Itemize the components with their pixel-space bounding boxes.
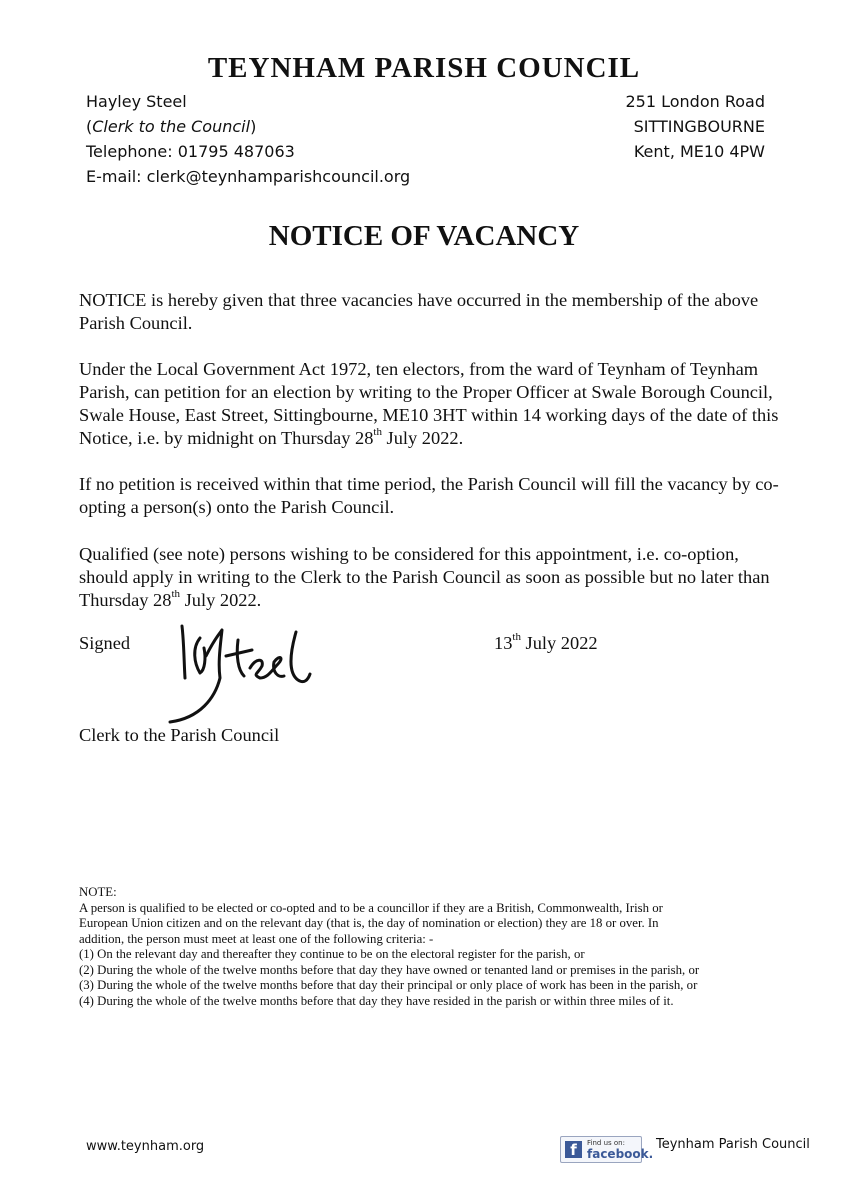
- clerk-telephone: Telephone: 01795 487063: [86, 142, 295, 161]
- notice-paragraph-2: Under the Local Government Act 1972, ten electors, from the ward of Teynham of Teynham Parish, can petition for an election by writing to the Proper Officer at Swale Borough Council, Swale House, East Street, Sittingbourne, ME10 3HT within 14 working days of the date of this Notice, i.e. by midnight on Thursday 28th July 2022.: [79, 359, 779, 448]
- facebook-icon: f: [565, 1141, 582, 1158]
- signed-label: Signed: [79, 633, 131, 653]
- handwritten-signature: [160, 618, 320, 728]
- address-line-1: 251 London Road: [625, 92, 765, 111]
- address-line-2: SITTINGBOURNE: [633, 117, 765, 136]
- note-line: (4) During the whole of the twelve months before that day they have resided in the parish or within three miles of it.: [79, 993, 674, 1008]
- council-address: [625, 89, 765, 164]
- clerk-contact-block: [86, 89, 410, 189]
- qualification-note: [79, 885, 779, 1009]
- note-line: (3) During the whole of the twelve months before that day their principal or only place of work has been in the parish, or: [79, 978, 698, 992]
- council-name: TEYNHAM PARISH COUNCIL: [207, 52, 641, 84]
- note-line: addition, the person must meet at least one of the following criteria: -: [79, 931, 434, 946]
- clerk-signoff-label: Clerk to the Parish Council: [79, 725, 280, 745]
- note-heading: NOTE:: [79, 885, 117, 899]
- notice-title: NOTICE OF VACANCY: [268, 220, 580, 252]
- notice-paragraph-1: NOTICE is hereby given that three vacancies have occurred in the membership of the above Parish Council.: [79, 290, 759, 333]
- clerk-name: Hayley Steel: [86, 92, 187, 111]
- notice-paragraph-4: Qualified (see note) persons wishing to be considered for this appointment, i.e. co-option, should apply in writing to the Clerk to the Parish Council as soon as possible but no later than Thursday 28th July 2022.: [79, 544, 770, 610]
- note-line: European Union citizen and on the relevant day (that is, the day of nomination or election) they are 18 or over. In: [79, 916, 659, 930]
- note-line: (2) During the whole of the twelve months before that day they have owned or tenanted land or premises in the parish, or: [79, 962, 700, 977]
- notice-paragraph-3: If no petition is received within that time period, the Parish Council will fill the vacancy by co-opting a person(s) onto the Parish Council.: [79, 474, 779, 517]
- address-line-3: Kent, ME10 4PW: [633, 142, 765, 161]
- notice-date: 13th July 2022: [494, 630, 598, 653]
- clerk-email: E-mail: clerk@teynhamparishcouncil.org: [86, 167, 411, 186]
- footer-website-link[interactable]: www.teynham.org: [86, 1139, 205, 1154]
- facebook-label: facebook.: [587, 1147, 654, 1161]
- clerk-role: (Clerk to the Council): [86, 117, 257, 136]
- note-line: (1) On the relevant day and thereafter they continue to be on the electoral register for the parish, or: [79, 947, 585, 961]
- footer-council-name: Teynham Parish Council: [656, 1137, 810, 1152]
- facebook-find-us-label: Find us on:: [587, 1139, 625, 1147]
- facebook-badge[interactable]: [560, 1136, 654, 1163]
- note-line: A person is qualified to be elected or co-opted and to be a councillor if they are a British, Commonwealth, Irish or: [79, 900, 663, 915]
